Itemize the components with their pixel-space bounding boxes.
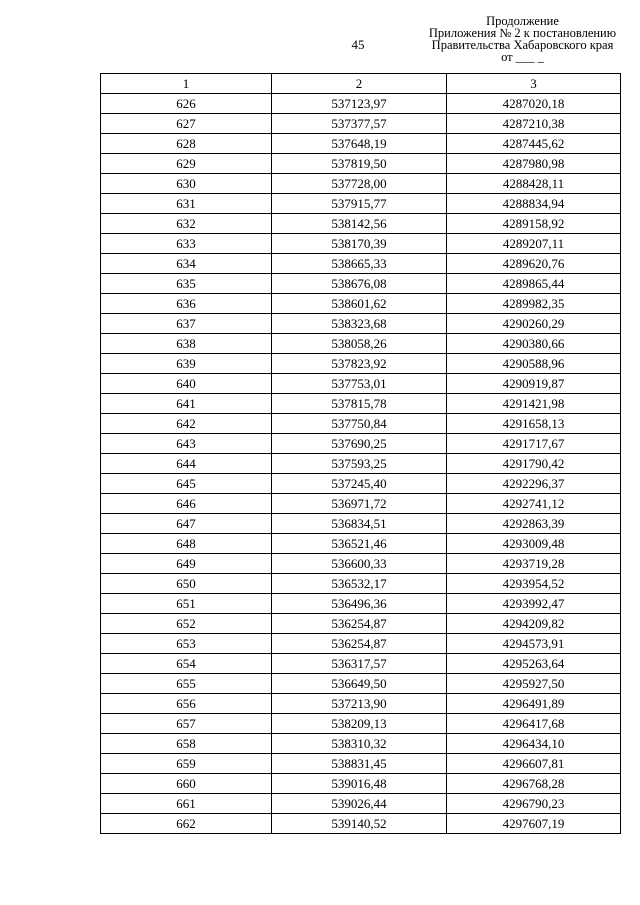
cell-y-coordinate: 4287980,98: [447, 154, 621, 174]
table-row: [101, 814, 621, 834]
table-row: [101, 254, 621, 274]
table-row: [101, 454, 621, 474]
cell-y-coordinate: 4296768,28: [447, 774, 621, 794]
table-row: [101, 694, 621, 714]
cell-y-coordinate: 4295927,50: [447, 674, 621, 694]
table-row: [101, 134, 621, 154]
cell-y-coordinate: 4296491,89: [447, 694, 621, 714]
cell-y-coordinate: 4295263,64: [447, 654, 621, 674]
table-row: [101, 354, 621, 374]
table-row: [101, 534, 621, 554]
table-row: [101, 514, 621, 534]
cell-x-coordinate: 539140,52: [272, 814, 447, 834]
cell-y-coordinate: 4296434,10: [447, 734, 621, 754]
cell-y-coordinate: 4289158,92: [447, 214, 621, 234]
cell-point-number: 632: [101, 214, 272, 234]
cell-y-coordinate: 4291421,98: [447, 394, 621, 414]
cell-point-number: 659: [101, 754, 272, 774]
cell-point-number: 654: [101, 654, 272, 674]
table-row: [101, 174, 621, 194]
cell-point-number: 646: [101, 494, 272, 514]
cell-x-coordinate: 536521,46: [272, 534, 447, 554]
cell-point-number: 662: [101, 814, 272, 834]
cell-y-coordinate: 4291790,42: [447, 454, 621, 474]
cell-x-coordinate: 538142,56: [272, 214, 447, 234]
table-row: [101, 674, 621, 694]
cell-x-coordinate: 537753,01: [272, 374, 447, 394]
table-row: [101, 494, 621, 514]
cell-point-number: 644: [101, 454, 272, 474]
cell-point-number: 661: [101, 794, 272, 814]
cell-point-number: 640: [101, 374, 272, 394]
table-row: [101, 334, 621, 354]
table-row: [101, 94, 621, 114]
cell-y-coordinate: 4287445,62: [447, 134, 621, 154]
table-row: [101, 114, 621, 134]
cell-point-number: 642: [101, 414, 272, 434]
cell-y-coordinate: 4292741,12: [447, 494, 621, 514]
table-body: [101, 94, 621, 834]
cell-point-number: 656: [101, 694, 272, 714]
cell-y-coordinate: 4291658,13: [447, 414, 621, 434]
table-row: [101, 214, 621, 234]
cell-y-coordinate: 4296607,81: [447, 754, 621, 774]
cell-x-coordinate: 536532,17: [272, 574, 447, 594]
cell-point-number: 660: [101, 774, 272, 794]
cell-x-coordinate: 536971,72: [272, 494, 447, 514]
cell-x-coordinate: 538310,32: [272, 734, 447, 754]
table-row: [101, 314, 621, 334]
cell-x-coordinate: 538323,68: [272, 314, 447, 334]
cell-y-coordinate: 4292296,37: [447, 474, 621, 494]
table-row: [101, 554, 621, 574]
header-line-continuation: Продолжение: [486, 14, 559, 28]
cell-x-coordinate: 537728,00: [272, 174, 447, 194]
header-line-government: Правительства Хабаровского края: [431, 38, 614, 52]
cell-point-number: 627: [101, 114, 272, 134]
cell-y-coordinate: 4293719,28: [447, 554, 621, 574]
cell-y-coordinate: 4289207,11: [447, 234, 621, 254]
cell-point-number: 650: [101, 574, 272, 594]
cell-x-coordinate: 537213,90: [272, 694, 447, 714]
cell-y-coordinate: 4290380,66: [447, 334, 621, 354]
table-row: [101, 294, 621, 314]
coordinates-table: [100, 73, 621, 834]
cell-y-coordinate: 4287210,38: [447, 114, 621, 134]
cell-x-coordinate: 539026,44: [272, 794, 447, 814]
cell-x-coordinate: 536649,50: [272, 674, 447, 694]
cell-y-coordinate: 4294573,91: [447, 634, 621, 654]
table-row: [101, 234, 621, 254]
cell-point-number: 643: [101, 434, 272, 454]
cell-y-coordinate: 4292863,39: [447, 514, 621, 534]
cell-x-coordinate: 538058,26: [272, 334, 447, 354]
table-row: [101, 714, 621, 734]
table-row: [101, 574, 621, 594]
cell-x-coordinate: 539016,48: [272, 774, 447, 794]
cell-point-number: 652: [101, 614, 272, 634]
cell-x-coordinate: 538601,62: [272, 294, 447, 314]
cell-y-coordinate: 4288834,94: [447, 194, 621, 214]
cell-point-number: 633: [101, 234, 272, 254]
cell-x-coordinate: 537245,40: [272, 474, 447, 494]
cell-y-coordinate: 4296790,23: [447, 794, 621, 814]
cell-point-number: 641: [101, 394, 272, 414]
table-row: [101, 754, 621, 774]
header-line-date: от ___ _: [501, 50, 544, 64]
cell-point-number: 630: [101, 174, 272, 194]
table-row: [101, 774, 621, 794]
cell-y-coordinate: 4293009,48: [447, 534, 621, 554]
cell-x-coordinate: 537377,57: [272, 114, 447, 134]
cell-x-coordinate: 536834,51: [272, 514, 447, 534]
cell-y-coordinate: 4289620,76: [447, 254, 621, 274]
cell-y-coordinate: 4287020,18: [447, 94, 621, 114]
cell-x-coordinate: 538831,45: [272, 754, 447, 774]
table-row: [101, 274, 621, 294]
cell-point-number: 639: [101, 354, 272, 374]
cell-x-coordinate: 538665,33: [272, 254, 447, 274]
cell-x-coordinate: 536600,33: [272, 554, 447, 574]
cell-x-coordinate: 537123,97: [272, 94, 447, 114]
cell-y-coordinate: 4296417,68: [447, 714, 621, 734]
cell-x-coordinate: 538676,08: [272, 274, 447, 294]
table-row: [101, 194, 621, 214]
cell-x-coordinate: 536317,57: [272, 654, 447, 674]
cell-point-number: 649: [101, 554, 272, 574]
cell-x-coordinate: 537690,25: [272, 434, 447, 454]
header-note: [400, 15, 640, 63]
table-row: [101, 614, 621, 634]
cell-point-number: 653: [101, 634, 272, 654]
cell-point-number: 658: [101, 734, 272, 754]
header-line-appendix: Приложения № 2 к постановлению: [428, 26, 617, 40]
column-header-y-coordinate: 3: [447, 74, 621, 94]
table-header-row: [101, 74, 621, 94]
table-row: [101, 654, 621, 674]
cell-y-coordinate: 4290588,96: [447, 354, 621, 374]
cell-y-coordinate: 4291717,67: [447, 434, 621, 454]
cell-y-coordinate: 4293954,52: [447, 574, 621, 594]
table-row: [101, 474, 621, 494]
cell-point-number: 645: [101, 474, 272, 494]
cell-x-coordinate: 537915,77: [272, 194, 447, 214]
cell-y-coordinate: 4294209,82: [447, 614, 621, 634]
table-row: [101, 394, 621, 414]
table-row: [101, 634, 621, 654]
cell-x-coordinate: 536496,36: [272, 594, 447, 614]
cell-point-number: 631: [101, 194, 272, 214]
cell-x-coordinate: 538209,13: [272, 714, 447, 734]
cell-x-coordinate: 537819,50: [272, 154, 447, 174]
table-row: [101, 374, 621, 394]
cell-point-number: 635: [101, 274, 272, 294]
cell-y-coordinate: 4297607,19: [447, 814, 621, 834]
table-row: [101, 594, 621, 614]
cell-point-number: 651: [101, 594, 272, 614]
cell-point-number: 647: [101, 514, 272, 534]
cell-x-coordinate: 536254,87: [272, 634, 447, 654]
table-row: [101, 154, 621, 174]
cell-y-coordinate: 4290260,29: [447, 314, 621, 334]
cell-point-number: 628: [101, 134, 272, 154]
cell-point-number: 626: [101, 94, 272, 114]
cell-y-coordinate: 4289982,35: [447, 294, 621, 314]
cell-y-coordinate: 4293992,47: [447, 594, 621, 614]
table-row: [101, 414, 621, 434]
table-row: [101, 794, 621, 814]
cell-x-coordinate: 537750,84: [272, 414, 447, 434]
cell-y-coordinate: 4288428,11: [447, 174, 621, 194]
cell-point-number: 657: [101, 714, 272, 734]
table-row: [101, 734, 621, 754]
cell-point-number: 638: [101, 334, 272, 354]
cell-x-coordinate: 537823,92: [272, 354, 447, 374]
cell-y-coordinate: 4289865,44: [447, 274, 621, 294]
cell-point-number: 648: [101, 534, 272, 554]
cell-x-coordinate: 538170,39: [272, 234, 447, 254]
column-header-x-coordinate: 2: [272, 74, 447, 94]
cell-x-coordinate: 537593,25: [272, 454, 447, 474]
cell-x-coordinate: 537648,19: [272, 134, 447, 154]
cell-x-coordinate: 536254,87: [272, 614, 447, 634]
page-number: 45: [351, 37, 365, 52]
table-row: [101, 434, 621, 454]
cell-point-number: 634: [101, 254, 272, 274]
cell-point-number: 629: [101, 154, 272, 174]
cell-x-coordinate: 537815,78: [272, 394, 447, 414]
cell-point-number: 637: [101, 314, 272, 334]
cell-point-number: 636: [101, 294, 272, 314]
cell-point-number: 655: [101, 674, 272, 694]
cell-y-coordinate: 4290919,87: [447, 374, 621, 394]
column-header-point-number: 1: [101, 74, 272, 94]
